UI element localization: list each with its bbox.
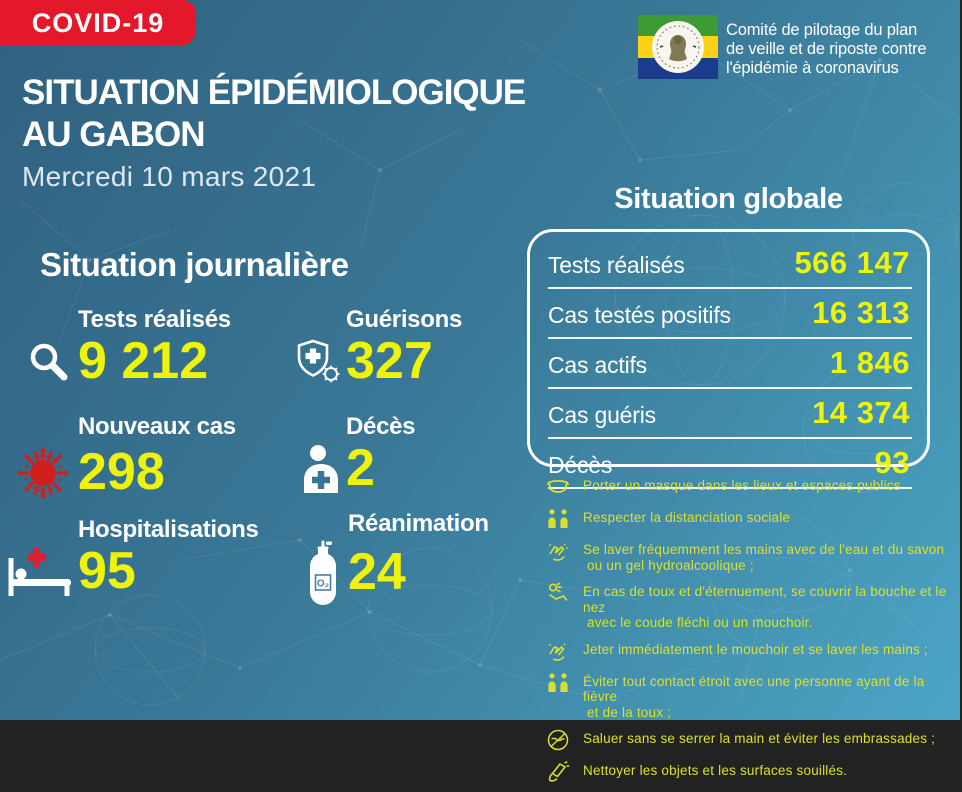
global-row-value: 93 [874,445,910,480]
committee-line-1: Comité de pilotage du plan [726,21,918,39]
stat-label: Nouveaux cas [78,413,236,440]
global-row-value: 1 846 [829,345,910,380]
global-situation-panel [527,229,930,480]
measure-lavage-mains [546,539,954,573]
stat-value: 327 [346,332,433,390]
hospital-bed-icon [6,546,74,598]
no-handshake-icon [546,728,570,752]
global-row-label: Décès [548,452,613,478]
stat-hospitalisations [6,516,259,598]
avoid-contact-icon [546,671,570,695]
global-row-positifs [548,289,912,339]
deceased-person-icon [300,444,342,494]
global-row-label: Tests réalisés [548,252,685,278]
global-section-heading: Situation globale [614,183,843,215]
measure-text: Respecter la distanciation sociale [583,510,791,525]
stat-reanimation [306,510,489,607]
measure-text: Jeter immédiatement le mouchoir et se laver les mains ; [583,641,928,657]
global-row-gueris [548,389,912,439]
measure-eviter-contact [546,671,954,721]
virus-icon [12,442,74,504]
stat-value: 24 [348,543,406,602]
global-row-value: 566 147 [794,245,910,280]
stat-label: Guérisons [346,306,462,333]
stat-value: 9 212 [78,332,209,390]
measure-jeter-mouchoir [546,639,954,663]
oxygen-tank-label: O₂ [316,578,330,590]
stat-label: Hospitalisations [78,516,259,543]
page-title-line-1: SITUATION ÉPIDÉMIOLOGIQUE [22,73,526,112]
covid19-badge [0,0,196,46]
cough-elbow-icon [546,581,570,605]
stat-tests-realises [26,306,231,388]
page-title [22,72,525,193]
oxygen-tank-icon [306,539,340,607]
measure-text-line2: avec le coude fléchi ou un mouchoir. [587,615,813,630]
measure-text: Porter un masque dans les lieux et espaces publics [583,478,901,493]
committee-caption [726,21,962,78]
measure-text: Éviter tout contact étroit avec une personne ayant de la fièvre [583,673,925,704]
committee-line-3: l'épidémie à coronavirus [726,59,899,77]
dispose-tissue-icon [546,639,570,663]
global-row-label: Cas actifs [548,352,647,378]
measure-distanciation [546,507,954,531]
page-title-line-2: AU GABON [22,115,205,154]
report-date: Mercredi 10 mars 2021 [22,161,317,192]
global-row-value: 14 374 [812,395,910,430]
stat-label: Décès [346,413,416,440]
mask-icon [546,475,570,499]
committee-line-2: de veille et de riposte contre [726,40,927,58]
measure-mask [546,475,954,499]
measure-text: Saluer sans se serrer la main et éviter les embrassades ; [583,731,936,746]
stat-nouveaux-cas [12,413,236,504]
global-row-label: Cas testés positifs [548,302,731,328]
stat-value: 95 [78,542,136,600]
measure-text: Se laver fréquemment les mains avec de l'eau et du savon [583,542,945,557]
gabon-seal-icon [652,21,704,73]
gabon-flag-logo [638,15,718,79]
stat-deces [300,413,415,495]
daily-section-heading: Situation journalière [40,246,349,283]
global-row-value: 16 313 [812,295,910,330]
measure-text: En cas de toux et d'éternuement, se couvrir la bouche et le nez [583,584,947,615]
stat-value: 2 [346,439,375,497]
stat-label: Tests réalisés [78,306,231,333]
shield-cross-virus-icon [294,337,344,387]
social-distancing-icon [546,507,570,531]
magnifier-icon [26,339,72,385]
measure-text: Nettoyer les objets et les surfaces souillés. [583,763,848,778]
stat-guerisons [294,306,462,388]
stat-value: 298 [78,443,165,502]
hand-washing-icon [546,539,570,563]
global-row-actifs [548,339,912,389]
global-row-label: Cas guéris [548,402,656,428]
covid19-badge-label: COVID-19 [31,7,165,38]
measure-nettoyer [546,760,954,784]
measure-text-line2: ou un gel hydroalcoolique ; [587,557,754,573]
stat-label: Réanimation [348,510,489,537]
prevention-measures-list [546,475,954,792]
measure-text-line2: et de la toux ; [587,704,672,720]
measure-toux-eternuement [546,581,954,631]
clean-surfaces-icon [546,760,570,784]
measure-saluer-sans-serrer [546,728,954,752]
global-row-tests [548,239,912,289]
